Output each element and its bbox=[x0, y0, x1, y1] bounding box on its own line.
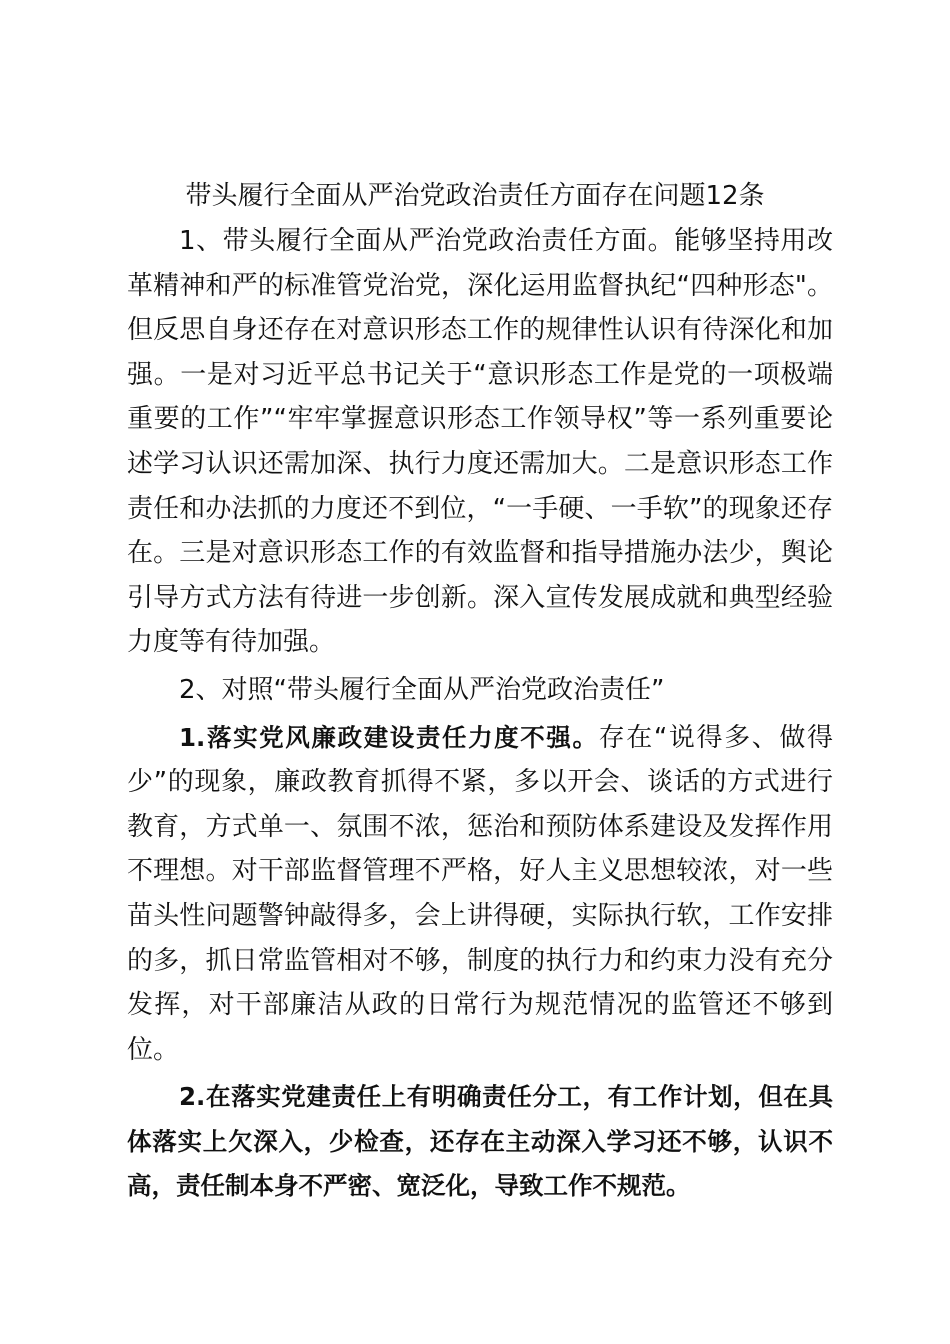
paragraph-3-heading: 1.落实党风廉政建设责任力度不强。 bbox=[179, 722, 599, 752]
document-title: 带头履行全面从严治党政治责任方面存在问题12条 bbox=[185, 181, 765, 211]
paragraph-1: 1、带头履行全面从严治党政治责任方面。能够坚持用改革精神和严的标准管党治党，深化运用监督执纪“四种形态"。但反思自身还存在对意识形态工作的规律性认识有待深化和加强。一是对习近平总书记关于“意识形态工作是党的一项极端重要的工作”“牢牢掌握意识形态工作领导权”等一系列重要论述学习认识还需加深、执行力度还需加大。二是意识形态工作责任和办法抓的力度还不到位，“一手硬、一手软”的现象还存在。三是对意识形态工作的有效监督和指导措施办法少，舆论引导方式方法有待进一步创新。深入宣传发展成就和典型经验力度等有待加强。 bbox=[127, 226, 833, 658]
paragraph-4: 2.在落实党建责任上有明确责任分工，有工作计划，但在具体落实上欠深入，少检查，还存在主动深入学习还不够，认识不高，责任制本身不严密、宽泛化，导致工作不规范。 bbox=[127, 1082, 833, 1201]
paragraph-3-text: 存在“说得多、做得少”的现象，廉政教育抓得不紧，多以开会、谈话的方式进行教育，方式单一、氛围不浓，惩治和预防体系建设及发挥作用不理想。对干部监督管理不严格，好人主义思想较浓，对一些苗头性问题警钟敲得多，会上讲得硬，实际执行软，工作安排的多，抓日常监管相对不够，制度的执行力和约束力没有充分发挥，对干部廉洁从政的日常行为规范情况的监管还不够到位。 bbox=[127, 722, 833, 1065]
paragraph-3 bbox=[127, 716, 833, 1073]
document-body bbox=[127, 219, 833, 1209]
paragraph-2: 2、对照“带头履行全面从严治党政治责任” bbox=[179, 674, 665, 705]
